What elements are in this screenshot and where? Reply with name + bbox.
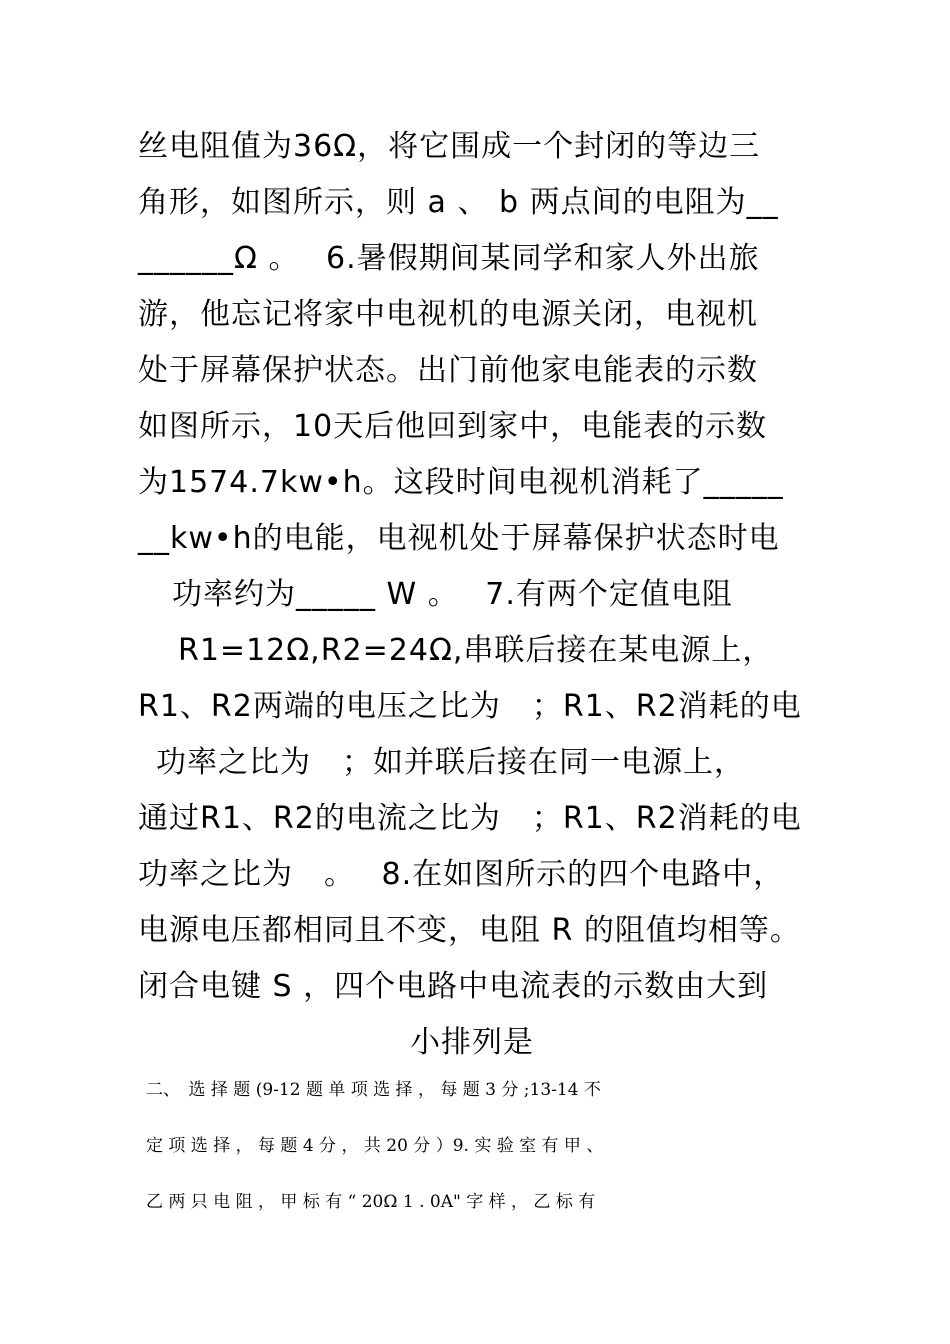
text-line-10: R1=12Ω,R2=24Ω,串联后接在某电源上，: [178, 633, 774, 668]
section-heading-line: 二、 选 择 题 (9-12 题 单 项 选 择 ， 每 题 3 分 ;13-14 不: [146, 1080, 601, 1100]
small-text-line-2: 定 项 选 择 ， 每 题 4 分 ， 共 20 分 ）9. 实 验 室 有 甲 、: [146, 1136, 604, 1156]
text-line-15: 电源电压都相同且不变，电阻 R 的阻值均相等。: [138, 913, 801, 948]
text-line-16: 闭合电键 S ，四个电路中电流表的示数由大到: [138, 969, 769, 1004]
text-line-11: R1、R2两端的电压之比为 ；R1、R2消耗的电: [138, 689, 802, 724]
text-line-12: 功率之比为 ；如并联后接在同一电源上，: [156, 745, 745, 780]
text-line-17: 小排列是: [410, 1025, 534, 1060]
text-line-8: __kw•h的电能，电视机处于屏幕保护状态时电: [138, 521, 780, 556]
text-line-2: 角形，如图所示，则 a 、 b 两点间的电阻为__: [138, 185, 779, 220]
text-line-14: 功率之比为 。 8.在如图所示的四个电路中，: [138, 857, 785, 892]
text-line-13: 通过R1、R2的电流之比为 ；R1、R2消耗的电: [138, 801, 802, 836]
text-line-7: 为1574.7kw•h。这段时间电视机消耗了_____: [138, 465, 784, 500]
small-text-line-3: 乙 两 只 电 阻 ， 甲 标 有 “ 20Ω 1 . 0A" 字 样 ， 乙 标 有: [146, 1192, 596, 1212]
text-line-5: 处于屏幕保护状态。出门前他家电能表的示数: [138, 353, 758, 388]
text-line-9: 功率约为_____ W 。 7.有两个定值电阻: [172, 577, 733, 612]
text-line-6: 如图所示，10天后他回到家中，电能表的示数: [138, 409, 768, 444]
text-line-1: 丝电阻值为36Ω，将它围成一个封闭的等边三: [138, 129, 761, 164]
text-line-4: 游，他忘记将家中电视机的电源关闭，电视机: [138, 297, 758, 332]
text-line-3: ______Ω 。 6.暑假期间某同学和家人外出旅: [138, 241, 760, 276]
